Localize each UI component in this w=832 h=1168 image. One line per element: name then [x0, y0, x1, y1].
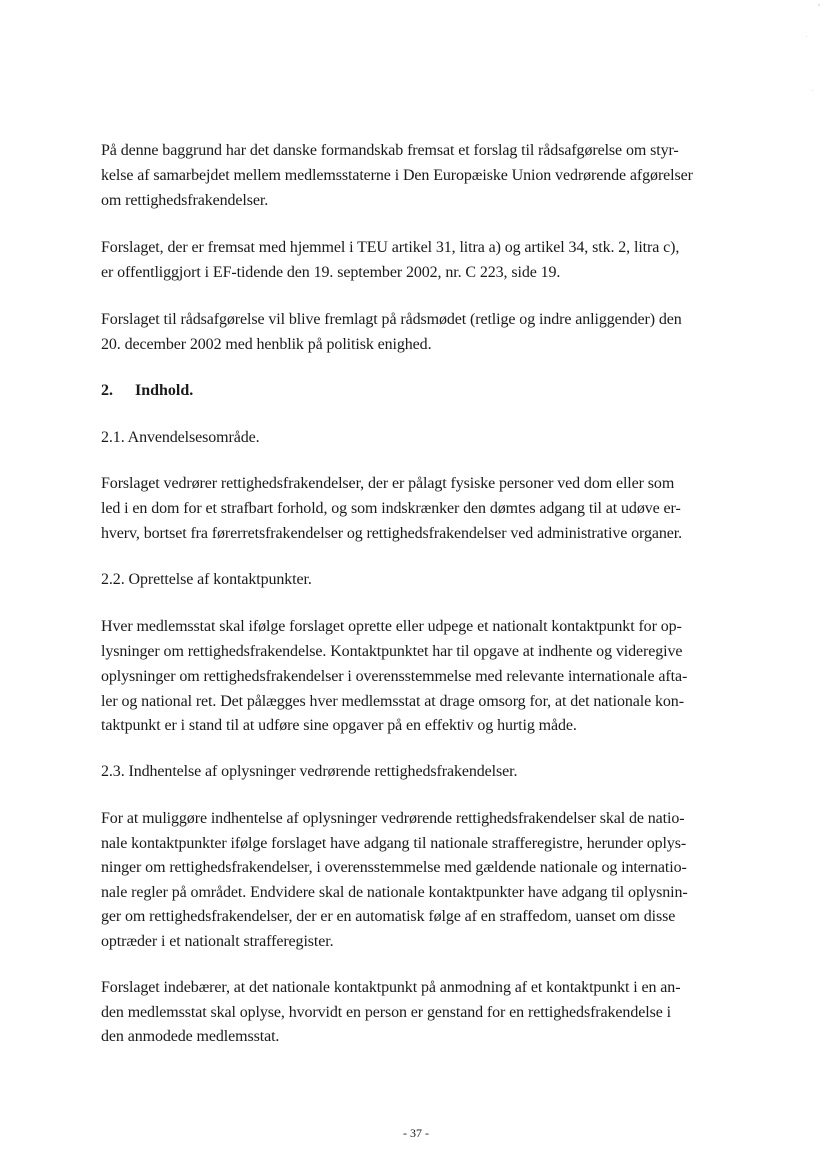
section-heading: [101, 381, 193, 401]
text-line: taktpunkt er i stand til at udføre sine opgaver på en effektiv og hurtig måde.: [101, 717, 577, 734]
page-number: - 37 -: [403, 1126, 429, 1140]
section-title: Indhold.: [135, 382, 194, 399]
text-line: Forslaget, der er fremsat med hjemmel i TEU artikel 31, litra a) og artikel 34, stk. 2, litra c),: [101, 239, 680, 256]
text-line: Forslaget til rådsafgørelse vil blive fremlagt på rådsmødet (retlige og indre anliggender) den: [101, 311, 682, 328]
scan-speck: [812, 90, 813, 91]
text-line: Forslaget indebærer, at det nationale kontaktpunkt på anmodning af et kontaktpunkt i en an-: [101, 979, 681, 996]
text-line: For at muliggøre indhentelse af oplysninger vedrørende rettighedsfrakendelser skal de natio-: [101, 810, 685, 827]
text-line: Hver medlemsstat skal ifølge forslaget oprette eller udpege et nationalt kontaktpunkt for op-: [101, 618, 682, 635]
scan-speck: [818, 4, 820, 6]
subsection-heading: 2.1. Anvendelsesområde.: [101, 429, 260, 446]
text-line: Forslaget vedrører rettighedsfrakendelser, der er pålagt fysiske personer ved dom eller som: [101, 475, 675, 492]
text-line: om rettighedsfrakendelser.: [101, 192, 269, 209]
text-line: den medlemsstat skal oplyse, hvorvidt en person er genstand for en rettighedsfrakendelse i: [101, 1004, 671, 1021]
text-line: ger om rettighedsfrakendelser, der er en automatisk følge af en straffedom, uanset om disse: [101, 908, 676, 925]
text-line: På denne baggrund har det danske formandskab fremsat et forslag til rådsafgørelse om styr-: [101, 142, 679, 159]
text-line: den anmodede medlemsstat.: [101, 1028, 280, 1045]
text-line: ler og national ret. Det pålægges hver medlemsstat at drage omsorg for, at det nationale kon-: [101, 693, 684, 710]
text-line: kelse af samarbejdet mellem medlemsstaterne i Den Europæiske Union vedrørende afgørelser: [101, 167, 693, 184]
text-line: optræder i et nationalt strafferegister.: [101, 933, 334, 950]
subsection-heading: 2.3. Indhentelse af oplysninger vedrørende rettighedsfrakendelser.: [101, 763, 518, 780]
subsection-heading: 2.2. Oprettelse af kontaktpunkter.: [101, 571, 312, 588]
text-line: nale kontaktpunkter ifølge forslaget have adgang til nationale strafferegistre, herunder oplys-: [101, 835, 687, 852]
text-line: er offentliggjort i EF-tidende den 19. september 2002, nr. C 223, side 19.: [101, 264, 561, 281]
text-line: 20. december 2002 med henblik på politisk enighed.: [101, 336, 432, 353]
text-line: oplysninger om rettighedsfrakendelser i overensstemmelse med relevante internationale afta-: [101, 668, 688, 685]
text-line: led i en dom for et strafbart forhold, og som indskrænker den dømtes adgang til at udøve er-: [101, 500, 681, 517]
text-line: lysninger om rettighedsfrakendelse. Kontaktpunktet har til opgave at indhente og videregive: [101, 643, 683, 660]
scan-speck: [806, 36, 807, 37]
text-line: hverv, bortset fra førerretsfrakendelser og rettighedsfrakendelser ved administrative organer.: [101, 525, 683, 542]
text-line: nale regler på området. Endvidere skal de nationale kontaktpunkter have adgang til oplysnin-: [101, 884, 688, 901]
section-number: 2.: [101, 382, 113, 399]
text-line: ninger om rettighedsfrakendelser, i overensstemmelse med gældende nationale og internatio-: [101, 859, 687, 876]
